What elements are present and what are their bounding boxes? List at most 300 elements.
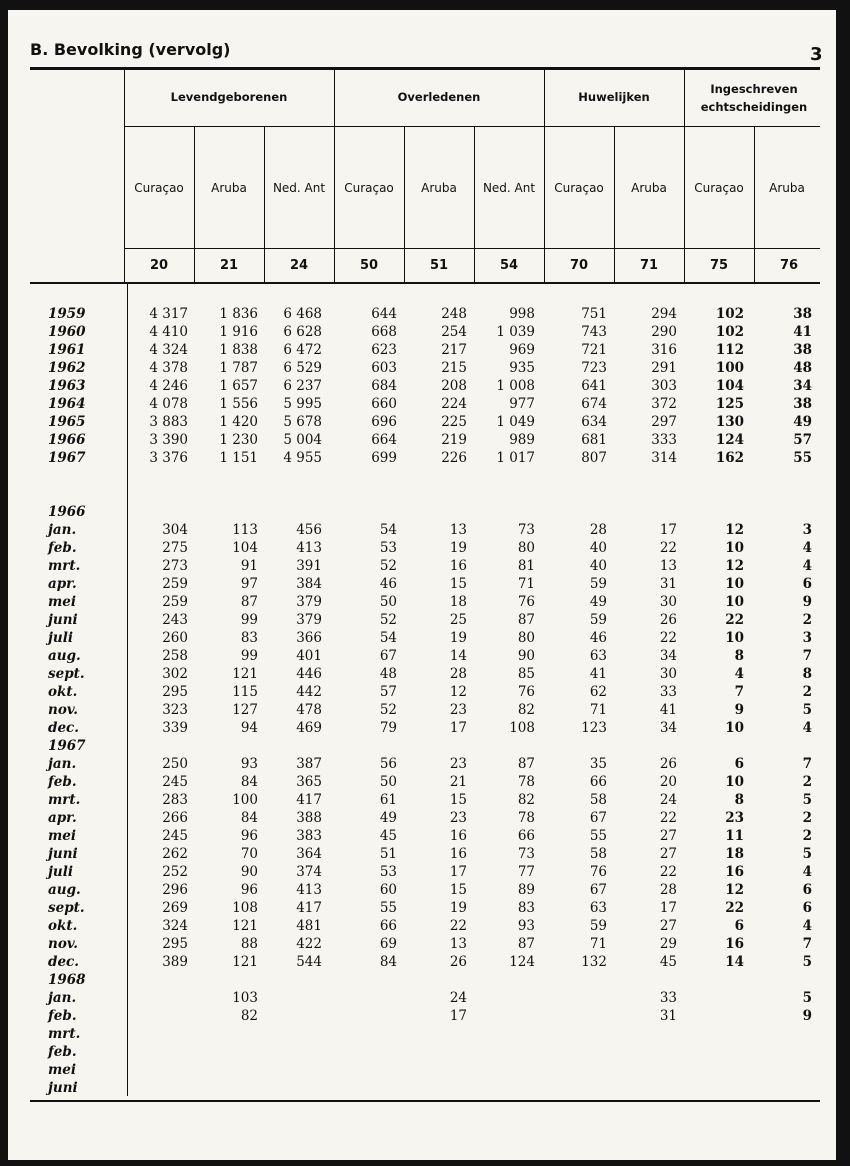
table-cell: 456 [296,522,322,538]
table-cell: 6 [802,882,812,898]
row-label: juni [48,846,78,862]
table-cell: 102 [715,306,744,322]
table-cell: 384 [296,576,322,592]
table-cell: 245 [162,774,188,790]
table-cell: 22 [659,864,677,880]
row-label: okt. [48,918,78,934]
table-cell: 66 [589,774,607,790]
table-cell: 10 [725,540,744,556]
table-cell: 250 [162,756,188,772]
table-cell: 8 [734,792,744,808]
table-cell: 7 [734,684,744,700]
table-cell: 30 [659,666,677,682]
table-cell: 743 [581,324,607,340]
table-cell: 12 [725,882,744,898]
table-cell: 41 [589,666,607,682]
row-label: juni [48,612,78,628]
table-cell: 93 [517,918,535,934]
row-label: 1967 [48,450,86,466]
row-label: mei [48,828,77,844]
row-label: 1964 [48,396,86,412]
table-cell: 3 [802,630,812,646]
row-label: mrt. [48,1026,81,1042]
table-cell: 304 [162,522,188,538]
table-cell: 684 [371,378,397,394]
table-cell: 269 [162,900,188,916]
table-cell: 6 [802,900,812,916]
table-cell: 5 [802,702,812,718]
table-cell: 34 [659,720,677,736]
table-cell: 372 [651,396,677,412]
table-cell: 1 420 [219,414,258,430]
table-cell: 291 [651,360,677,376]
table-cell: 49 [793,414,812,430]
table-cell: 258 [162,648,188,664]
table-cell: 76 [517,684,535,700]
table-cell: 22 [659,540,677,556]
column-number: 21 [219,258,239,273]
table-cell: 30 [659,594,677,610]
table-cell: 17 [659,900,677,916]
group-header-levendgeborenen: Levendgeborenen [170,90,288,104]
table-cell: 379 [296,594,322,610]
table-cell: 84 [379,954,397,970]
number-rule [124,248,820,249]
table-cell: 81 [517,558,535,574]
table-cell: 50 [379,594,397,610]
table-cell: 99 [240,648,258,664]
table-cell: 14 [725,954,744,970]
row-label: mei [48,1062,77,1078]
table-cell: 969 [509,342,535,358]
row-label: feb. [48,1008,77,1024]
table-cell: 96 [240,882,258,898]
table-cell: 6 468 [283,306,322,322]
table-cell: 4 317 [149,306,188,322]
table-cell: 22 [725,612,744,628]
table-cell: 78 [517,810,535,826]
table-cell: 33 [659,684,677,700]
table-cell: 27 [659,846,677,862]
table-cell: 6 628 [283,324,322,340]
table-cell: 40 [589,558,607,574]
table-cell: 28 [659,882,677,898]
group-header-huwelijken: Huwelijken [578,90,650,104]
table-cell: 66 [517,828,535,844]
table-cell: 115 [232,684,258,700]
row-label: 1959 [48,306,86,322]
table-cell: 34 [793,378,812,394]
table-cell: 2 [802,774,812,790]
table-cell: 67 [589,882,607,898]
table-cell: 262 [162,846,188,862]
row-label: 1966 [48,504,86,520]
table-cell: 641 [581,378,607,394]
table-cell: 22 [449,918,467,934]
top-rule [30,67,820,70]
table-cell: 6 529 [283,360,322,376]
table-cell: 13 [449,522,467,538]
table-cell: 97 [240,576,258,592]
table-cell: 6 237 [283,378,322,394]
table-cell: 127 [232,702,258,718]
table-cell: 108 [509,720,535,736]
table-cell: 89 [517,882,535,898]
table-cell: 121 [232,666,258,682]
table-cell: 53 [379,864,397,880]
table-cell: 374 [296,864,322,880]
table-cell: 18 [725,846,744,862]
table-cell: 52 [379,702,397,718]
table-cell: 22 [725,900,744,916]
table-cell: 6 [734,918,744,934]
table-cell: 401 [296,648,322,664]
table-cell: 82 [240,1008,258,1024]
column-number: 71 [639,258,659,273]
table-cell: 31 [659,576,677,592]
table-cell: 70 [240,846,258,862]
table-cell: 67 [379,648,397,664]
table-cell: 52 [379,612,397,628]
table-cell: 4 [802,720,812,736]
table-cell: 660 [371,396,397,412]
table-cell: 219 [441,432,467,448]
table-cell: 2 [802,612,812,628]
table-cell: 681 [581,432,607,448]
table-cell: 132 [581,954,607,970]
table-cell: 9 [734,702,744,718]
table-cell: 365 [296,774,322,790]
table-cell: 259 [162,594,188,610]
table-cell: 79 [379,720,397,736]
table-cell: 1 916 [219,324,258,340]
table-cell: 664 [371,432,397,448]
table-cell: 87 [517,756,535,772]
table-cell: 18 [449,594,467,610]
table-cell: 124 [509,954,535,970]
table-cell: 383 [296,828,322,844]
column-header: Ned. Ant [272,181,326,195]
table-cell: 751 [581,306,607,322]
table-cell: 13 [449,936,467,952]
table-cell: 102 [715,324,744,340]
table-cell: 7 [802,936,812,952]
table-cell: 260 [162,630,188,646]
row-label: mrt. [48,558,81,574]
row-label: 1967 [48,738,86,754]
row-label: juli [48,864,73,880]
table-cell: 273 [162,558,188,574]
table-cell: 4 [734,666,744,682]
table-cell: 333 [651,432,677,448]
column-header: Aruba [769,181,805,195]
table-cell: 26 [659,612,677,628]
table-cell: 83 [517,900,535,916]
row-label: jan. [48,522,77,538]
table-cell: 266 [162,810,188,826]
table-cell: 55 [379,900,397,916]
page-number: 3 [810,44,823,65]
table-cell: 108 [232,900,258,916]
table-cell: 388 [296,810,322,826]
table-cell: 104 [232,540,258,556]
table-cell: 5 [802,954,812,970]
table-cell: 1 556 [219,396,258,412]
table-cell: 290 [651,324,677,340]
table-cell: 1 657 [219,378,258,394]
table-cell: 38 [793,396,812,412]
table-cell: 391 [296,558,322,574]
table-cell: 294 [651,306,677,322]
table-cell: 208 [441,378,467,394]
table-cell: 52 [379,558,397,574]
table-cell: 723 [581,360,607,376]
table-cell: 11 [725,828,744,844]
table-cell: 935 [509,360,535,376]
table-cell: 14 [449,648,467,664]
table-cell: 2 [802,828,812,844]
table-cell: 1 008 [496,378,535,394]
table-cell: 226 [441,450,467,466]
table-cell: 31 [659,1008,677,1024]
table-cell: 23 [449,756,467,772]
table-cell: 2 [802,810,812,826]
table-cell: 23 [449,702,467,718]
table-cell: 29 [659,936,677,952]
row-label: mrt. [48,792,81,808]
table-cell: 35 [589,756,607,772]
table-cell: 93 [240,756,258,772]
table-cell: 20 [659,774,677,790]
table-cell: 243 [162,612,188,628]
table-cell: 80 [517,630,535,646]
row-label: 1961 [48,342,86,358]
table-cell: 46 [589,630,607,646]
column-header: Aruba [211,181,247,195]
table-cell: 413 [296,540,322,556]
table-cell: 314 [651,450,677,466]
table-cell: 9 [802,594,812,610]
table-cell: 295 [162,684,188,700]
row-label: feb. [48,1044,77,1060]
row-label: feb. [48,774,77,790]
column-number: 24 [289,258,309,273]
table-cell: 50 [379,774,397,790]
group-divider [684,70,685,282]
row-label: 1966 [48,432,86,448]
table-cell: 668 [371,324,397,340]
table-cell: 23 [449,810,467,826]
table-cell: 17 [449,720,467,736]
group-rule [124,126,820,127]
row-label: mei [48,594,77,610]
table-cell: 699 [371,450,397,466]
table-cell: 54 [379,522,397,538]
table-cell: 69 [379,936,397,952]
table-cell: 634 [581,414,607,430]
table-cell: 48 [793,360,812,376]
row-label: apr. [48,810,77,826]
table-cell: 807 [581,450,607,466]
table-cell: 4 [802,540,812,556]
table-cell: 78 [517,774,535,790]
table-cell: 46 [379,576,397,592]
table-cell: 71 [589,702,607,718]
column-header: Curaçao [554,181,604,195]
table-cell: 302 [162,666,188,682]
table-cell: 104 [715,378,744,394]
table-cell: 59 [589,918,607,934]
row-label: dec. [48,954,79,970]
table-cell: 5 004 [283,432,322,448]
table-cell: 59 [589,612,607,628]
table-cell: 3 376 [149,450,188,466]
table-cell: 22 [659,630,677,646]
table-cell: 71 [517,576,535,592]
table-cell: 28 [449,666,467,682]
table-cell: 58 [589,792,607,808]
group-header-echtscheidingen: Ingeschreven echtscheidingen [700,82,808,114]
table-cell: 2 [802,684,812,700]
table-cell: 379 [296,612,322,628]
table-cell: 19 [449,900,467,916]
group-header-overledenen: Overledenen [397,90,481,104]
table-cell: 644 [371,306,397,322]
table-cell: 1 787 [219,360,258,376]
table-cell: 49 [589,594,607,610]
table-cell: 12 [449,684,467,700]
table-cell: 87 [517,612,535,628]
table-cell: 17 [449,1008,467,1024]
table-cell: 252 [162,864,188,880]
table-cell: 76 [517,594,535,610]
table-cell: 417 [296,900,322,916]
table-cell: 721 [581,342,607,358]
table-cell: 10 [725,720,744,736]
column-number: 76 [779,258,799,273]
table-cell: 469 [296,720,322,736]
table-cell: 121 [232,918,258,934]
table-cell: 623 [371,342,397,358]
table-cell: 5 678 [283,414,322,430]
table-cell: 248 [441,306,467,322]
row-label: okt. [48,684,78,700]
row-label: sept. [48,666,85,682]
table-cell: 12 [725,522,744,538]
table-cell: 339 [162,720,188,736]
table-cell: 48 [379,666,397,682]
table-cell: 76 [589,864,607,880]
table-cell: 478 [296,702,322,718]
table-cell: 224 [441,396,467,412]
page-title: B. Bevolking (vervolg) [30,40,231,59]
table-cell: 82 [517,702,535,718]
table-cell: 56 [379,756,397,772]
table-cell: 124 [715,432,744,448]
row-label: 1963 [48,378,86,394]
table-cell: 1 836 [219,306,258,322]
row-label: jan. [48,756,77,772]
column-number: 50 [359,258,379,273]
table-cell: 67 [589,810,607,826]
table-cell: 71 [589,936,607,952]
table-cell: 4 324 [149,342,188,358]
table-cell: 88 [240,936,258,952]
table-cell: 9 [802,1008,812,1024]
table-cell: 7 [802,756,812,772]
table-cell: 3 390 [149,432,188,448]
table-cell: 87 [517,936,535,952]
column-number: 75 [709,258,729,273]
table-cell: 24 [449,990,467,1006]
table-cell: 4 [802,558,812,574]
table-cell: 215 [441,360,467,376]
table-cell: 10 [725,630,744,646]
table-cell: 59 [589,576,607,592]
column-header: Curaçao [694,181,744,195]
row-label: nov. [48,702,79,718]
table-cell: 91 [240,558,258,574]
row-label: aug. [48,882,81,898]
table-cell: 324 [162,918,188,934]
table-cell: 696 [371,414,397,430]
row-label: 1968 [48,972,86,988]
table-cell: 162 [715,450,744,466]
table-cell: 103 [232,990,258,1006]
row-label: 1965 [48,414,86,430]
row-label: feb. [48,540,77,556]
row-label: dec. [48,720,79,736]
table-cell: 364 [296,846,322,862]
table-cell: 16 [725,936,744,952]
table-cell: 323 [162,702,188,718]
table-cell: 112 [715,342,744,358]
table-cell: 5 [802,990,812,1006]
table-cell: 66 [379,918,397,934]
table-cell: 33 [659,990,677,1006]
table-cell: 4 [802,864,812,880]
table-cell: 225 [441,414,467,430]
table-cell: 15 [449,882,467,898]
table-cell: 16 [449,846,467,862]
column-number: 51 [429,258,449,273]
table-cell: 6 [734,756,744,772]
table-cell: 387 [296,756,322,772]
table-cell: 366 [296,630,322,646]
table-cell: 4 378 [149,360,188,376]
table-cell: 130 [715,414,744,430]
table-cell: 4 078 [149,396,188,412]
table-cell: 283 [162,792,188,808]
row-label: nov. [48,936,79,952]
table-cell: 73 [517,846,535,862]
table-cell: 15 [449,792,467,808]
table-cell: 99 [240,612,258,628]
table-cell: 94 [240,720,258,736]
table-cell: 60 [379,882,397,898]
table-cell: 16 [725,864,744,880]
table-cell: 90 [240,864,258,880]
table-cell: 100 [232,792,258,808]
table-cell: 297 [651,414,677,430]
table-cell: 55 [793,450,812,466]
table-cell: 4 246 [149,378,188,394]
table-cell: 245 [162,828,188,844]
table-cell: 40 [589,540,607,556]
table-cell: 49 [379,810,397,826]
table-cell: 389 [162,954,188,970]
table-cell: 27 [659,918,677,934]
